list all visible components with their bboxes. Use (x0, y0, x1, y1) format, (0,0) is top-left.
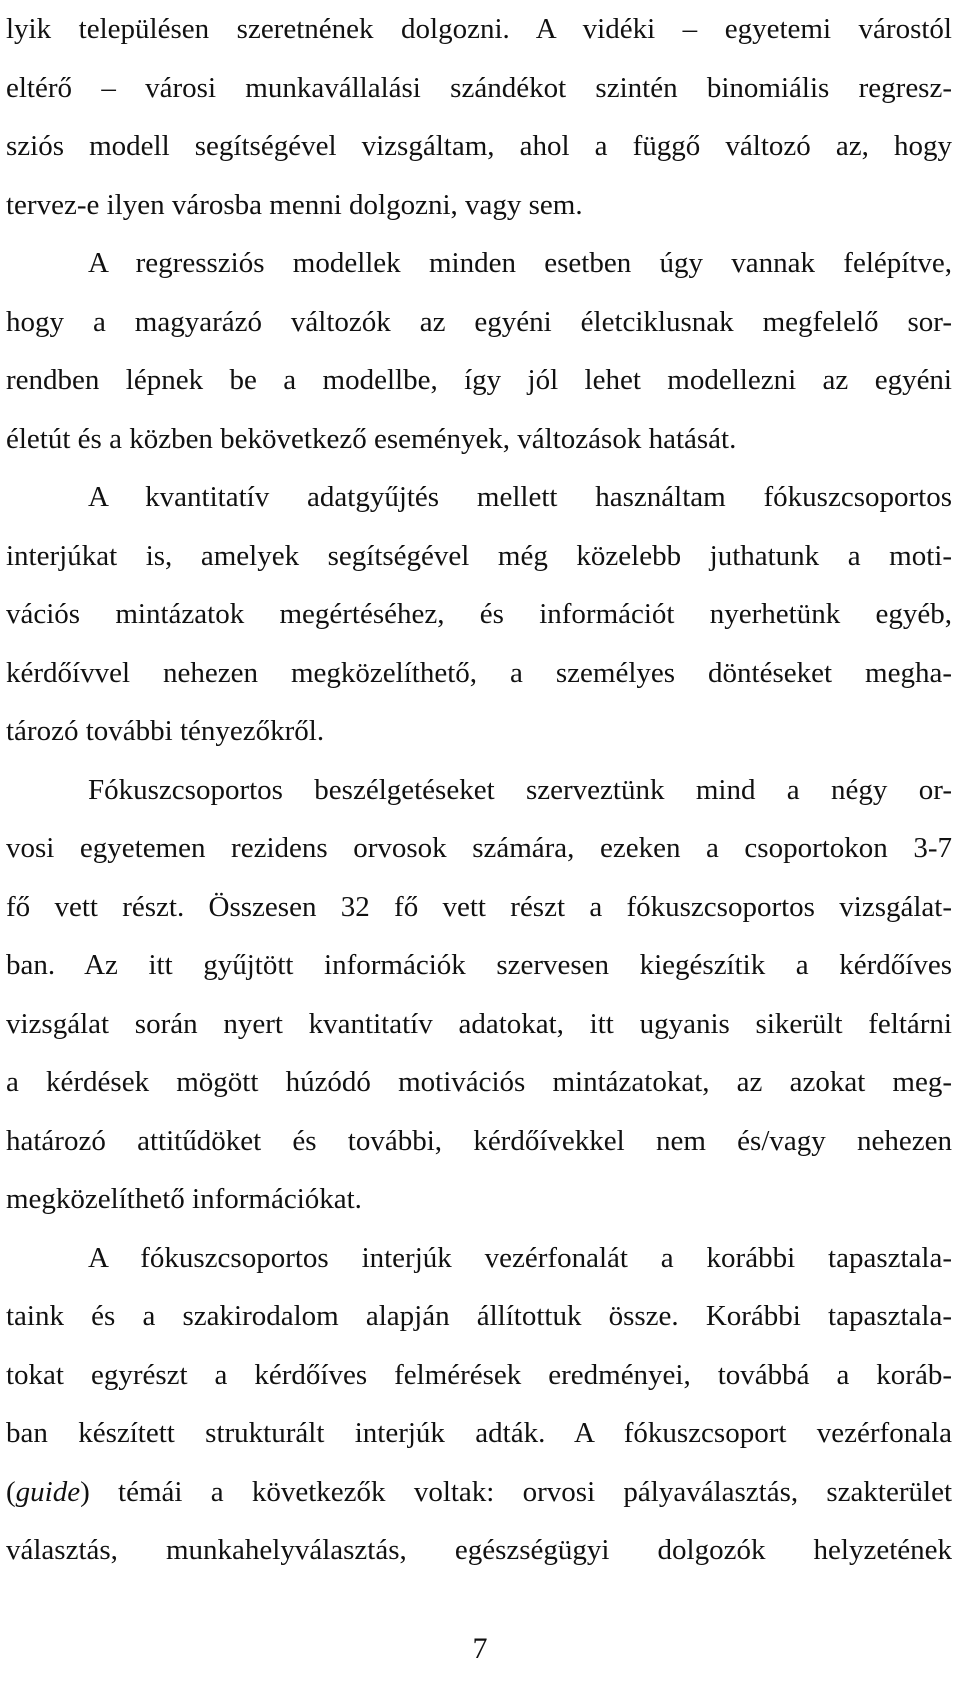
text-line: választás, munkahelyválasztás, egészségügyi dolgozók helyzetének (6, 1534, 952, 1566)
text-line: eltérő – városi munkavállalási szándékot szintén binomiális regresz- (6, 71, 952, 104)
text-line: vosi egyetemen rezidens orvosok számára, ezeken a csoportokon 3-7 (6, 832, 952, 864)
paragraph-5 (6, 1229, 952, 1580)
text-line: A fókuszcsoportos interjúk vezérfonalát a korábbi tapasztala- (88, 1241, 952, 1274)
page-number: 7 (472, 1632, 488, 1665)
text-line: A regressziós modellek minden esetben úgy vannak felépítve, (88, 247, 952, 279)
text-line: a kérdések mögött húzódó motivációs mintázatokat, az azokat meg- (6, 1066, 952, 1098)
text-line: vációs mintázatok megértéséhez, és információt nyerhetünk egyéb, (6, 598, 952, 630)
text-line: lyik településen szeretnének dolgozni. A vidéki – egyetemi várostól (6, 13, 952, 45)
text-line: rendben lépnek be a modellbe, így jól lehet modellezni az egyéni (6, 364, 952, 396)
text-line-guide (6, 1463, 952, 1522)
text-line: hogy a magyarázó változók az egyéni életciklusnak megfelelő sor- (6, 305, 952, 338)
paragraph-3 (6, 468, 952, 761)
text-line: tervez-e ilyen városba menni dolgozni, vagy sem. (6, 188, 583, 221)
text-line: tározó további tényezőkről. (6, 715, 325, 747)
text-line: taink és a szakirodalom alapján állítottuk össze. Korábbi tapasztala- (6, 1300, 952, 1332)
text-line: A kvantitatív adatgyűjtés mellett használtam fókuszcsoportos (88, 481, 952, 513)
text-line: sziós modell segítségével vizsgáltam, ahol a függő változó az, hogy (6, 130, 952, 162)
text-line: határozó attitűdöket és további, kérdőívekkel nem és/vagy nehezen (6, 1124, 952, 1157)
text-line: fő vett részt. Összesen 32 fő vett részt a fókuszcsoportos vizsgálat- (6, 890, 952, 923)
text-line: ban. Az itt gyűjtött információk szervesen kiegészítik a kérdőíves (6, 949, 952, 981)
text-line: kérdőívvel nehezen megközelíthető, a személyes döntéseket megha- (6, 656, 952, 689)
text-line: Fókuszcsoportos beszélgetéseket szerveztünk mind a négy or- (88, 773, 952, 806)
guide-term: guide (15, 1475, 81, 1508)
document-page (6, 0, 952, 1580)
text-line: interjúkat is, amelyek segítségével még közelebb juthatunk a moti- (6, 539, 952, 572)
text-line: megközelíthető információkat. (6, 1183, 362, 1215)
guide-line-rest: ) témái a következők voltak: orvosi pályaválasztás, szakterület (80, 1475, 952, 1508)
text-line: ban készített strukturált interjúk adták. A fókuszcsoport vezérfonala (6, 1417, 952, 1449)
guide-open-paren: ( (6, 1475, 16, 1508)
paragraph-2 (6, 234, 952, 468)
text-line: tokat egyrészt a kérdőíves felmérések eredményei, továbbá a koráb- (6, 1358, 952, 1391)
paragraph-4 (6, 761, 952, 1229)
text-line: életút és a közben bekövetkező események, változások hatását. (6, 422, 737, 455)
paragraph-1 (6, 0, 952, 234)
text-line: vizsgálat során nyert kvantitatív adatokat, itt ugyanis sikerült feltárni (6, 1007, 952, 1040)
